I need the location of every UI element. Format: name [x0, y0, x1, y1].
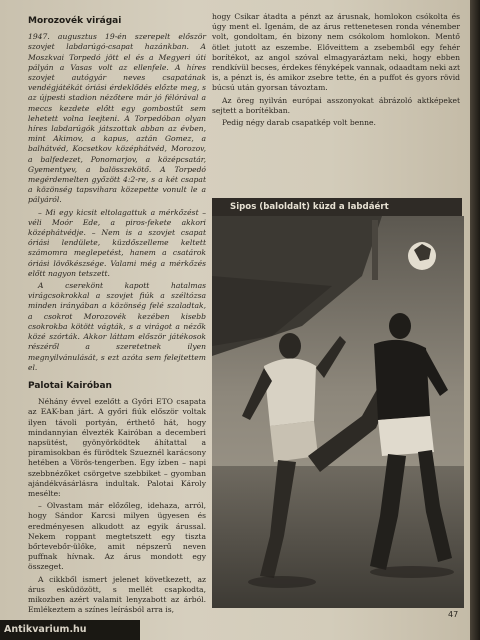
heading-palotai: Palotai Kairóban: [28, 380, 112, 391]
paragraph: Az öreg nyilván európai asszonyokat ábrázoló aktképeket sejtett a borítékban.: [212, 95, 460, 115]
photo-caption: Sipos (baloldalt) küzd a labdáért: [212, 198, 462, 216]
heading-morozov: Morozovék virágai: [28, 16, 122, 26]
left-column: [28, 12, 206, 617]
paragraph: – Olvastam már előzőleg, idehaza, arról, hogy Sándor Karcsi milyen ügyesen és eredményesen alkudott az egyik árussal. Nekem roppant megtetszett egy tiszta bőrtevebőr-ülőke, amit népszerű neven puffnak hívnak. Az árus mondott egy összeget.: [28, 501, 206, 572]
football-photo: [212, 216, 464, 608]
paragraph: 1947. augusztus 19-én szerepelt először szovjet labdarúgó-csapat hazánkban. A Moszkvai Torpedó jött el és a Megyeri úti pályán a Vasas volt az ellenfele. A híres szovjet autógyár neves csapatának vendégjátékát óriási érdeklődés előzte meg, s az újpesti stadion nézőtere már jó félórával a meccs kezdete előtt egy gombostűt sem lehetett volna leejteni. A Torpedóban olyan híres labdarúgók játszottak abban az évben, mint Akimov, a kapus, aztán Gomez, a balhátvéd, Kocsetkov középhátvéd, Morozov, a balfedezet, Ponomarjov, a középcsatár, Gyementyev, a balösszekötő. A Torpedó megérdemelten győzött 4:2-re, s a két csapat a közönség tapsvihara közepette vonult le a pályáról.: [28, 32, 206, 205]
page-number: 47: [448, 610, 459, 619]
page-fold: [470, 0, 480, 640]
paragraph: – Mi egy kicsit eltolagattuk a mérkőzést – véli Moór Ede, a piros-fekete akkori középhátvédje. – Nem is a szovjet csapat óriási lendülete, küzdőszelleme keltett számomra meglepetést, hanem a csatárok óriási lövőkészsége. Valami még a mérkőzés előtt nagyon tetszett.: [28, 207, 206, 278]
paragraph: Néhány évvel ezelőtt a Győri ETO csapata az EAK-ban járt. A győri fiúk először voltak ilyen távoli portyán, érthető hát, hogy mindannyian élvezték Kairóban a decemberi napsütést, gyönyörködtek áhítattal a piramisokban és fürödtek Szueznél karácsony hetében a Vörös-tengerben. Egy ízben – napi szebbnézőket csörgetve szebbiket – gyomban ajándékvásárlásra indultak. Palotai Károly mesélte:: [28, 397, 206, 498]
paragraph: A cserekönt kapott hatalmas virágcsokrokkal a szovjet fiúk a széltózsa minden irányában a közönség felé szaladtak, a csokrot Morozovék kezében kisebb csokrokba kötött vágták, s a virágot a nézők közé szórták. Akkor láttam először játékosok részéről a szeretetnek ilyen megnyilvánulását, s ezt azóta sem felejtettem el.: [28, 281, 206, 372]
right-column: [212, 12, 460, 130]
watermark-logo: Antikvarium.hu: [0, 620, 140, 640]
paragraph: hogy Csikar átadta a pénzt az árusnak, homlokon csókolta és úgy ment el. Igenám, de az árus rettenetesen ronda vénember volt, gondoltam, én bizony nem csókolom homlokon. Mentő ötlet jutott az eszembe. Előveittem a zsebemből egy fehér borítékot, az angol szóval elmagyaráztam neki, hogy ebben rendkívül becses, érdekes fényképek vannak, odaadtam neki azt is, a pénzt is, és amikor zsebre tette, én a puffot és gyors rövid búcsú után gyorsan távoztam.: [212, 12, 460, 93]
paragraph: Pedig négy darab csapatkép volt benne.: [222, 118, 376, 128]
paragraph: A cikkből ismert jelenet következett, az árus esküdözött, s mellét csapkodta, mikozben azért valamit lenyzabott az árból. Emlékeztem a színes leírásból arra is,: [28, 574, 206, 615]
